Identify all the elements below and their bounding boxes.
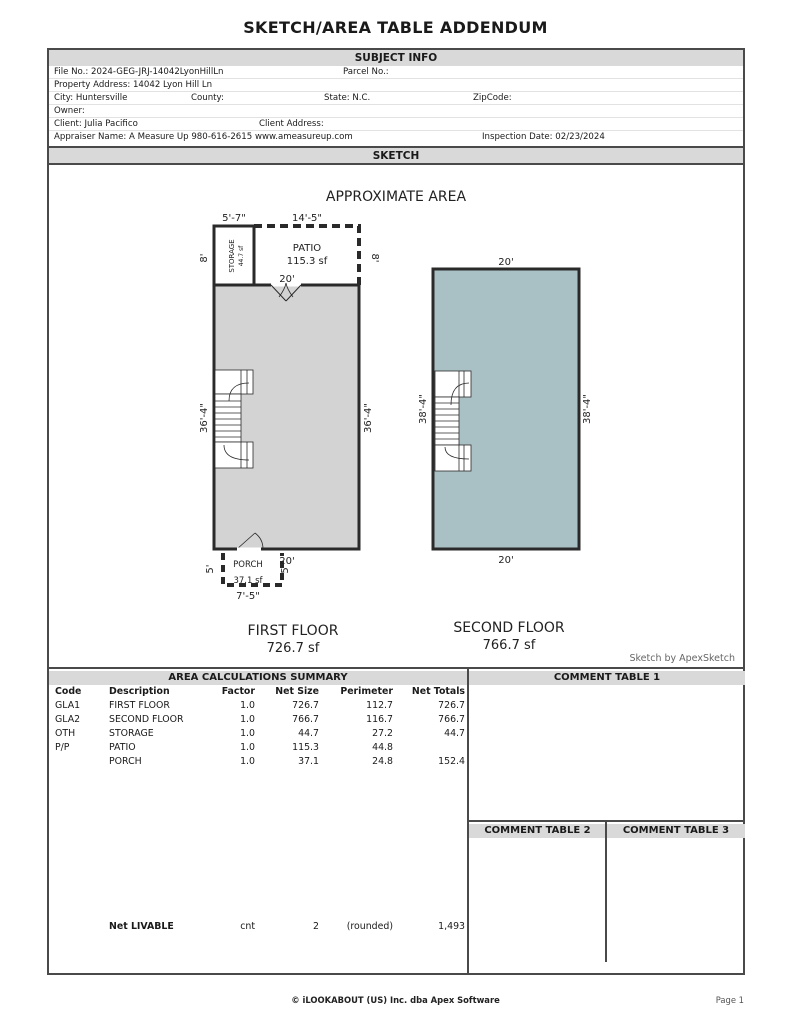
- svg-text:STORAGE: STORAGE: [228, 239, 236, 273]
- area-calc-header: AREA CALCULATIONS SUMMARY: [49, 671, 467, 685]
- svg-text:5': 5': [280, 564, 291, 574]
- svg-text:38'-4": 38'-4": [418, 393, 429, 425]
- info-row-appraiser: [49, 131, 743, 144]
- appraiser: Appraiser Name: A Measure Up 980-616-2615 www.ameasureup.com: [54, 132, 353, 142]
- subject-info-header: SUBJECT INFO: [49, 50, 743, 66]
- page-number: Page 1: [715, 995, 744, 1005]
- info-row-file: [49, 66, 743, 79]
- comment-table-2-header: COMMENT TABLE 2: [469, 824, 606, 838]
- city: City: Huntersville: [54, 93, 128, 103]
- svg-text:44.7 sf: 44.7 sf: [238, 245, 245, 267]
- comment-table-2: [467, 822, 606, 975]
- info-row-city: [49, 92, 743, 105]
- svg-text:PATIO: PATIO: [292, 243, 322, 254]
- svg-text:20': 20': [498, 257, 514, 268]
- info-row-address: [49, 79, 743, 92]
- area-calculations-table: [49, 669, 467, 975]
- footer-copyright: © iLOOKABOUT (US) Inc. dba Apex Software: [291, 995, 500, 1005]
- table-row: OTH STORAGE 1.0 44.7 27.2 44.7: [55, 728, 465, 739]
- table-header-row: Code Description Factor Net Size Perimeter Net Totals: [55, 686, 465, 697]
- client: Client: Julia Pacifico: [54, 119, 138, 129]
- svg-text:20': 20': [279, 556, 295, 567]
- table-row: GLA2 SECOND FLOOR 1.0 766.7 116.7 766.7: [55, 714, 465, 725]
- apexsketch-credit: Sketch by ApexSketch: [629, 653, 735, 664]
- svg-text:38'-4": 38'-4": [582, 393, 593, 425]
- svg-text:PORCH: PORCH: [233, 560, 263, 570]
- svg-text:7'-5": 7'-5": [236, 591, 260, 602]
- page-title: SKETCH/AREA TABLE ADDENDUM: [243, 18, 548, 37]
- svg-text:36'-4": 36'-4": [363, 402, 374, 434]
- comment-table-1: [467, 669, 745, 822]
- inspection-date: Inspection Date: 02/23/2024: [482, 132, 605, 142]
- svg-text:115.3 sf: 115.3 sf: [286, 256, 328, 267]
- approximate-area-title: APPROXIMATE AREA: [325, 189, 467, 205]
- floor-plan-sketch: [49, 165, 743, 669]
- owner: Owner:: [54, 106, 85, 116]
- comment-table-1-header: COMMENT TABLE 1: [469, 671, 745, 685]
- parcel-no: Parcel No.:: [343, 67, 389, 77]
- svg-text:14'-5": 14'-5": [291, 213, 323, 224]
- property-address: Property Address: 14042 Lyon Hill Ln: [54, 80, 213, 90]
- zipcode: ZipCode:: [473, 93, 512, 103]
- first-floor-label: FIRST FLOOR 726.7 sf: [247, 623, 339, 656]
- svg-text:5': 5': [205, 564, 216, 574]
- info-row-client: [49, 118, 743, 131]
- net-livable-row: Net LIVABLE cnt 2 (rounded) 1,493: [109, 921, 465, 932]
- svg-text:36'-4": 36'-4": [199, 402, 210, 434]
- svg-text:5'-7": 5'-7": [222, 213, 246, 224]
- svg-text:20': 20': [498, 555, 514, 566]
- table-row: GLA1 FIRST FLOOR 1.0 726.7 112.7 726.7: [55, 700, 465, 711]
- bottom-area: [49, 667, 743, 973]
- comment-table-3-header: COMMENT TABLE 3: [607, 824, 745, 838]
- table-row: PORCH 1.0 37.1 24.8 152.4: [109, 756, 465, 767]
- sketch-area: [49, 163, 743, 667]
- sketch-header: SKETCH: [49, 146, 743, 163]
- svg-text:8': 8': [199, 253, 210, 263]
- client-address: Client Address:: [259, 119, 324, 129]
- svg-text:8': 8': [369, 253, 380, 263]
- info-row-owner: [49, 105, 743, 118]
- comment-table-3: [607, 822, 745, 975]
- file-no: File No.: 2024-GEG-JRJ-14042LyonHillLn: [54, 67, 224, 77]
- svg-text:20': 20': [279, 274, 295, 285]
- table-row: P/P PATIO 1.0 115.3 44.8: [55, 742, 393, 753]
- second-floor-label: SECOND FLOOR 766.7 sf: [453, 620, 565, 653]
- addendum-frame: [47, 48, 745, 975]
- county: County:: [191, 93, 224, 103]
- svg-text:37.1 sf: 37.1 sf: [233, 576, 263, 586]
- state: State: N.C.: [324, 93, 371, 103]
